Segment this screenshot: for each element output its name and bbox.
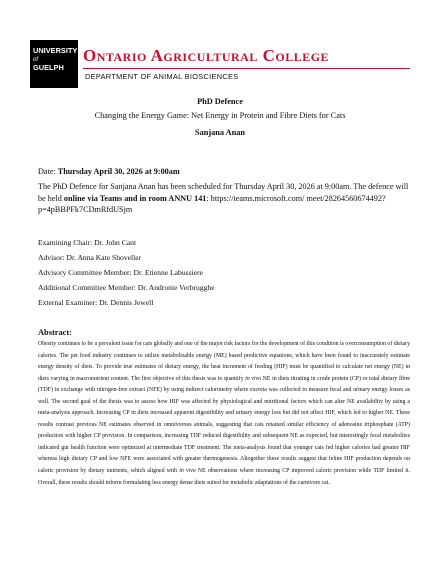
date-line	[38, 166, 410, 178]
abstract-heading: Abstract:	[38, 328, 72, 337]
committee-external-examiner: External Examiner: Dr. Dennis Jewell	[38, 298, 154, 307]
abstract-body: Obesity continues to be a prevalent issue for cats globally and one of the major risk factors for the development of this condition is overconsumption of dietary calories. The pet food industry continues to utilize metabolizable energy (ME) based predictive equations, which have been found to inaccurately estimate energy density of diets. To provide true estimates of dietary energy, the heat increment of feeding (HIF) must be quantified to calculate net energy (NE) in diets varying in macronutrient content. The first objective of this thesis was to quantify in vivo NE in diets titrating in crude protein (CP) or total dietary fibre (TDF) in exchange with nitrogen-free extract (NFE) by using indirect calorimetry where excreta was collected to measure fecal and urinary energy losses as well. The second goal of the thesis was to assess how HIF was affected by physiological and nutritional factors which can alter NE availability by using a meta-analysis approach. Increasing CP in diets increased apparent digestibility and urinary energy loss but did not affect HIF, which led to higher NE. These results contrast previous NE estimates observed in omnivorous animals, suggesting that cats retained similar efficiency of adenosine triphosphate (ATP) production with higher CP provision. In comparison, increasing TDF reduced digestibility and subsequent NE as expected, but interestingly fecal metabolites indicated gut health function were optimized at intermediate TDF treatment. The meta-analysis found that younger cats fed higher calories had greater HIF whereas high dietary CP and low NFE were associated with greater thermogenesis. Altogether these results suggest that feline HIF production depends on caloric provision by dietary nutrients, which aligned with in vivo NE observations where increasing CP improved caloric provision while TDF limited it. Overall, these results should inform formulating less energy dense diets suited for metabolic adaptations of the carnivore cat.	[38, 341, 410, 486]
college-name: Ontario Agricultural College	[83, 46, 330, 65]
candidate-name: Sanjana Anan	[194, 128, 246, 137]
department-name: DEPARTMENT OF ANIMAL BIOSCIENCES	[85, 72, 239, 81]
announcement: The PhD Defence for Sanjana Anan has been scheduled for Thursday April 30, 2026 at 9:00am. The defence will be held online via Teams and in room ANNU 141: https://teams.microsoft.com/ meet/28264560674492?p=4pBBPFk7CDmRfdUSjm	[38, 182, 409, 215]
location: online via Teams and in room ANNU 141	[63, 193, 207, 203]
committee-advisory-member: Advisory Committee Member: Dr. Etienne Labussiere	[38, 268, 203, 277]
event-type: PhD Defence	[197, 97, 243, 106]
thesis-title: Changing the Energy Game: Net Energy in Protein and Fibre Diets for Cats	[94, 111, 346, 120]
committee-additional-member: Additional Committee Member: Dr. Andronie Verbrugghe	[38, 283, 215, 292]
university-logo: UNIVERSITY of GUELPH	[30, 40, 78, 88]
header-divider	[83, 68, 410, 69]
date-value: Thursday April 30, 2026 at 9:00am	[57, 167, 180, 176]
page-header	[30, 40, 410, 88]
teams-link[interactable]: : https://teams.microsoft.com/ meet/28264560674492?p=4pBBPFk7CDmRfdUSjm	[38, 193, 386, 215]
committee-examining-chair: Examining Chair: Dr. John Cant	[38, 238, 137, 247]
committee-advisor: Advisor: Dr. Anna Kate Shoveller	[38, 253, 142, 262]
date-label: Date:	[38, 167, 58, 176]
